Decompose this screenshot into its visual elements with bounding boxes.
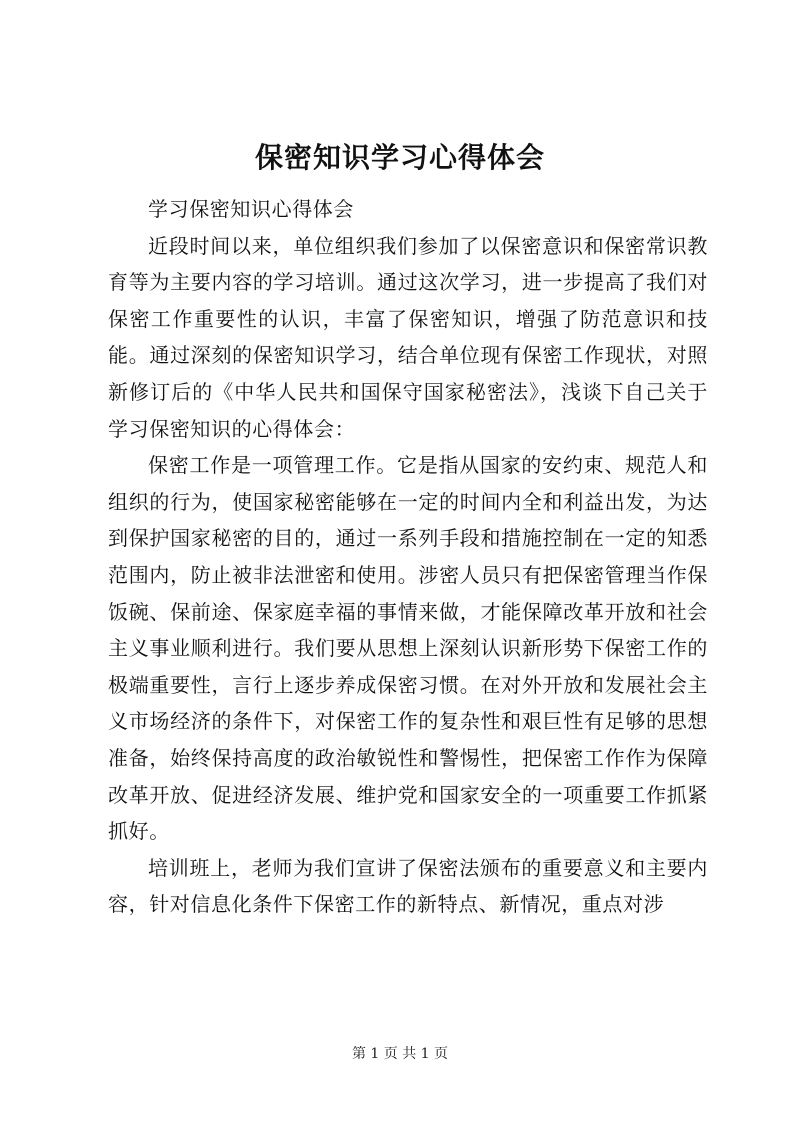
body-paragraph: 培训班上，老师为我们宣讲了保密法颁布的重要意义和主要内容，针对信息化条件下保密工作的新特点、新情况，重点对涉	[108, 855, 708, 917]
document-body	[108, 191, 708, 923]
body-paragraph: 保密工作是一项管理工作。它是指从国家的安约束、规范人和组织的行为，使国家秘密能够在一定的时间内全和利益出发，为达到保护国家秘密的目的，通过一系列手段和措施控制在一定的知悉范围内，防止被非法泄密和使用。涉密人员只有把保密管理当作保饭碗、保前途、保家庭幸福的事情来做，才能保障改革开放和社会主义事业顺利进行。我们要从思想上深刻认识新形势下保密工作的极端重要性，言行上逐步养成保密习惯。在对外开放和发展社会主义市场经济的条件下，对保密工作的复杂性和艰巨性有足够的思想准备，始终保持高度的政治敏锐性和警惕性，把保密工作作为保障改革开放、促进经济发展、维护党和国家安全的一项重要工作抓紧抓好。	[108, 453, 708, 844]
body-paragraph: 近段时间以来，单位组织我们参加了以保密意识和保密常识教育等为主要内容的学习培训。通过这次学习，进一步提高了我们对保密工作重要性的认识，丰富了保密知识，增强了防范意识和技能。通过深刻的保密知识学习，结合单位现有保密工作现状，对照新修订后的《中华人民共和国保守国家秘密法》，浅谈下自己关于学习保密知识的心得体会：	[108, 233, 708, 441]
page-footer: 第 1 页 共 1 页	[351, 1046, 449, 1062]
subtitle-paragraph: 学习保密知识心得体会	[148, 197, 354, 221]
document-title: 保密知识学习心得体会	[254, 141, 545, 174]
